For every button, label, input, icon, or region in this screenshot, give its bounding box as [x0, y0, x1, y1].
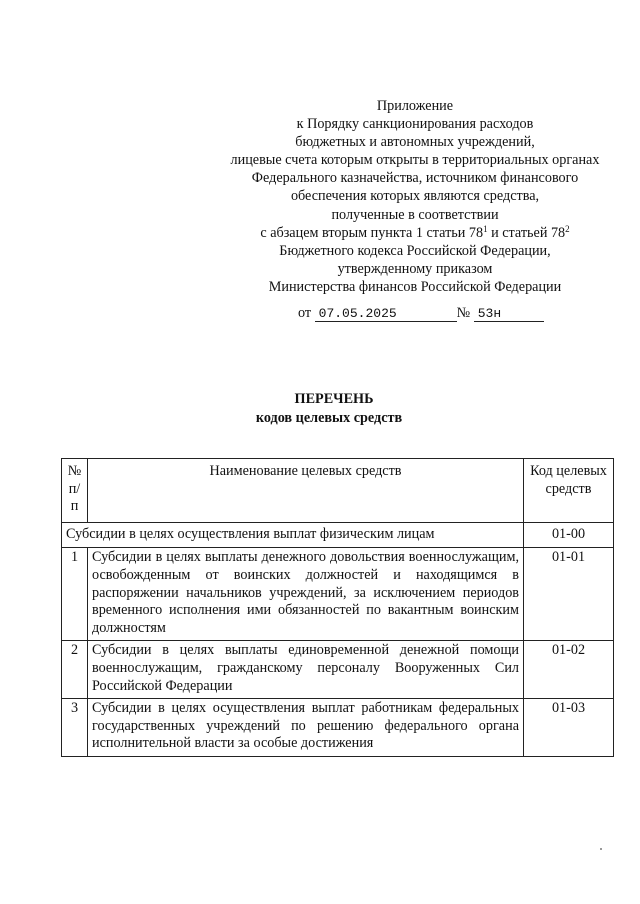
row-code: 01-01 — [524, 548, 614, 641]
table-row — [62, 548, 614, 641]
header-name: Наименование целевых средств — [88, 459, 524, 523]
codes-table — [61, 458, 614, 757]
appendix-line: обеспечения которых являются средства, — [290, 188, 540, 205]
appendix-title: Приложение — [376, 98, 454, 114]
superscript: 1 — [483, 223, 488, 234]
articles-text-b: и статьей 78 — [487, 224, 566, 241]
appendix-header — [200, 97, 630, 296]
row-name: Субсидии в целях выплаты единовременной денежной помощи военнослужащим, гражданскому персоналу Вооруженных Сил Российской Федерации — [88, 641, 524, 699]
table-header-row — [62, 459, 614, 523]
order-from-label: от — [298, 305, 312, 321]
scan-speck — [600, 848, 602, 850]
header-code: Код целевых средств — [524, 459, 614, 523]
appendix-line: лицевые счета которым открыты в территориальных органах — [230, 152, 600, 169]
title-main: ПЕРЕЧЕНЬ — [294, 391, 374, 407]
appendix-line: полученные в соответствии — [331, 206, 499, 223]
row-code: 01-03 — [524, 699, 614, 757]
appendix-line: Бюджетного кодекса Российской Федерации, — [279, 242, 551, 259]
title-subtitle: кодов целевых средств — [255, 410, 403, 426]
row-num: 2 — [62, 641, 88, 699]
row-code: 01-02 — [524, 641, 614, 699]
appendix-line: Министерства финансов Российской Федерации — [268, 278, 562, 295]
order-number: 53н — [474, 306, 544, 322]
section-code: 01-00 — [524, 522, 614, 548]
header-num: № п/п — [62, 459, 88, 523]
row-num: 1 — [62, 548, 88, 641]
order-reference — [298, 305, 544, 322]
document-title — [0, 390, 640, 428]
appendix-line: утвержденному приказом — [337, 260, 493, 277]
order-number-label: № — [456, 305, 471, 321]
table-row — [62, 699, 614, 757]
table-row — [62, 641, 614, 699]
row-name: Субсидии в целях осуществления выплат работникам федеральных государственных учреждений по решению федерального органа исполнительной власти за особые достижения — [88, 699, 524, 757]
section-name: Субсидии в целях осуществления выплат физическим лицам — [62, 522, 524, 548]
appendix-line-articles — [200, 224, 630, 242]
order-date: 07.05.2025 — [315, 306, 457, 322]
appendix-line: бюджетных и автономных учреждений, — [295, 134, 535, 151]
superscript: 2 — [565, 223, 570, 234]
articles-text-a: с абзацем вторым пункта 1 статьи 78 — [260, 224, 484, 241]
row-num: 3 — [62, 699, 88, 757]
section-row — [62, 522, 614, 548]
row-name: Субсидии в целях выплаты денежного довольствия военнослужащим, освобожденным от воинских должностей и находящимся в распоряжении начальников учреждений, за исключением периодов временного исполнения ими обязанностей по вакантным воинским должностям — [88, 548, 524, 641]
appendix-line: Федерального казначейства, источником финансового — [251, 170, 579, 187]
appendix-line: к Порядку санкционирования расходов — [296, 116, 534, 133]
